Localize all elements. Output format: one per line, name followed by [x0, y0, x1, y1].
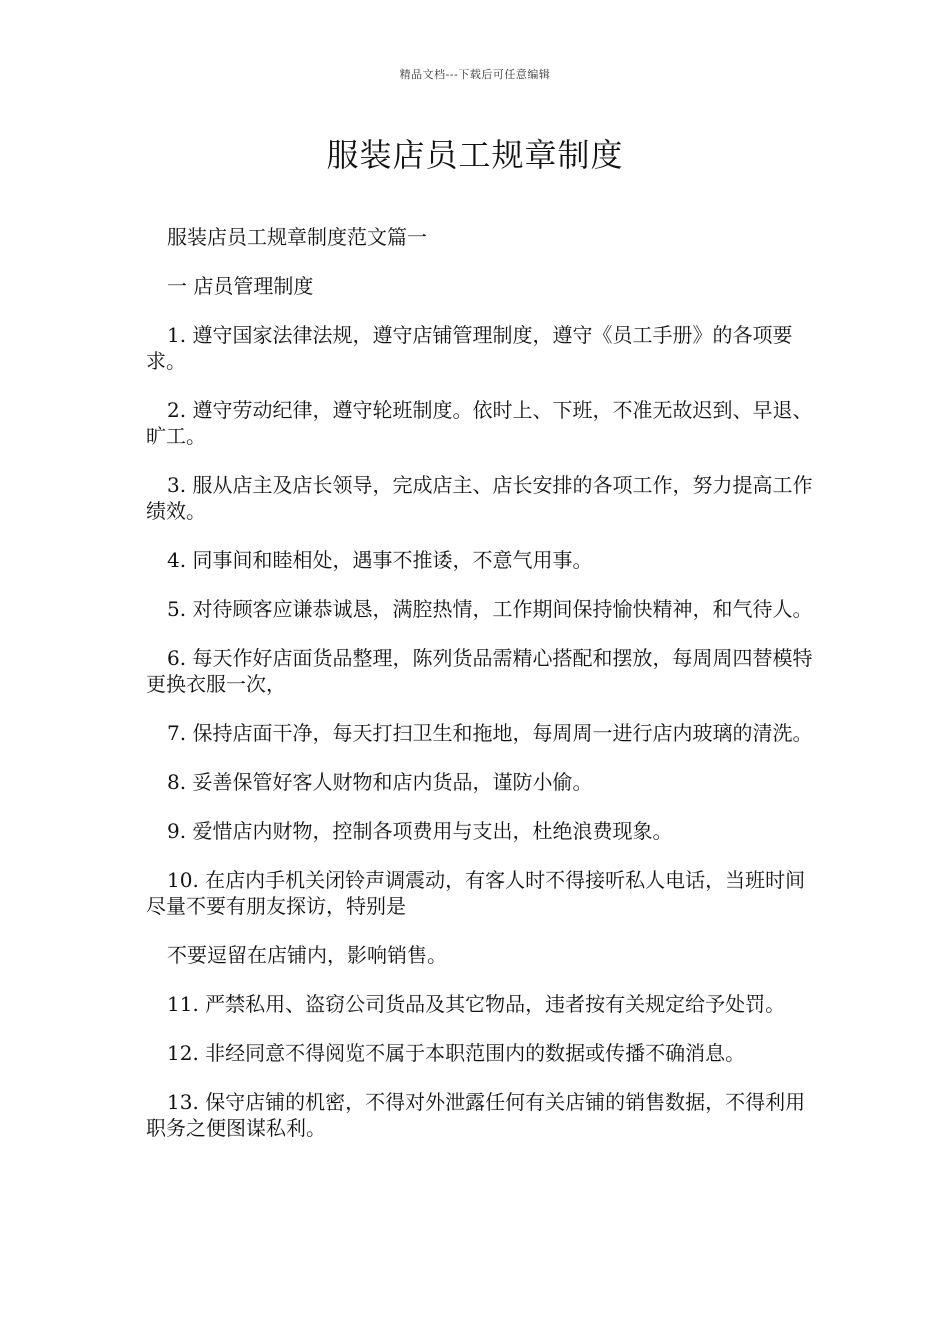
- rule-item-1: 1. 遵守国家法律法规，遵守店铺管理制度，遵守《员工手册》的各项要求。: [146, 323, 793, 373]
- rule-item-2: 2. 遵守劳动纪律，遵守轮班制度。依时上、下班，不准无故迟到、早退、旷工。: [146, 398, 813, 448]
- document-title: 服装店员工规章制度: [326, 136, 624, 174]
- rule-item-10: 10. 在店内手机关闭铃声调震动，有客人时不得接听私人电话，当班时间尽量不要有朋友探访，特别是: [146, 868, 806, 918]
- rule-item-11: 11. 严禁私用、盗窃公司货品及其它物品，违者按有关规定给予处罚。: [167, 992, 786, 1016]
- document-body: [146, 224, 822, 1164]
- header-note: 精品文档---下载后可任意编辑: [399, 68, 551, 81]
- subsection-heading: 一 店员管理制度: [167, 274, 314, 298]
- rule-item-6: 6. 每天作好店面货品整理，陈列货品需精心搭配和摆放，每周周四替模特更换衣服一次，: [146, 646, 813, 696]
- rule-item-4: 4. 同事间和睦相处，遇事不推诿，不意气用事。: [167, 548, 593, 572]
- rule-item-7: 7. 保持店面干净，每天打扫卫生和拖地，每周周一进行店内玻璃的清洗。: [167, 721, 813, 745]
- rule-item-8: 8. 妥善保管好客人财物和店内货品，谨防小偷。: [167, 770, 593, 794]
- rule-item-13: 13. 保守店铺的机密，不得对外泄露任何有关店铺的销售数据，不得利用职务之便图谋私利。: [146, 1090, 806, 1140]
- section-heading: 服装店员工规章制度范文篇一: [167, 225, 427, 249]
- rule-item-9: 9. 爱惜店内财物，控制各项费用与支出，杜绝浪费现象。: [167, 819, 673, 843]
- rule-item-12: 12. 非经同意不得阅览不属于本职范围内的数据或传播不确消息。: [167, 1041, 746, 1065]
- rule-item-10-continued: 不要逗留在店铺内，影响销售。: [167, 943, 447, 967]
- rule-item-5: 5. 对待顾客应谦恭诚恳，满腔热情，工作期间保持愉快精神，和气待人。: [167, 597, 813, 621]
- rule-item-3: 3. 服从店主及店长领导，完成店主、店长安排的各项工作，努力提高工作绩效。: [146, 473, 813, 523]
